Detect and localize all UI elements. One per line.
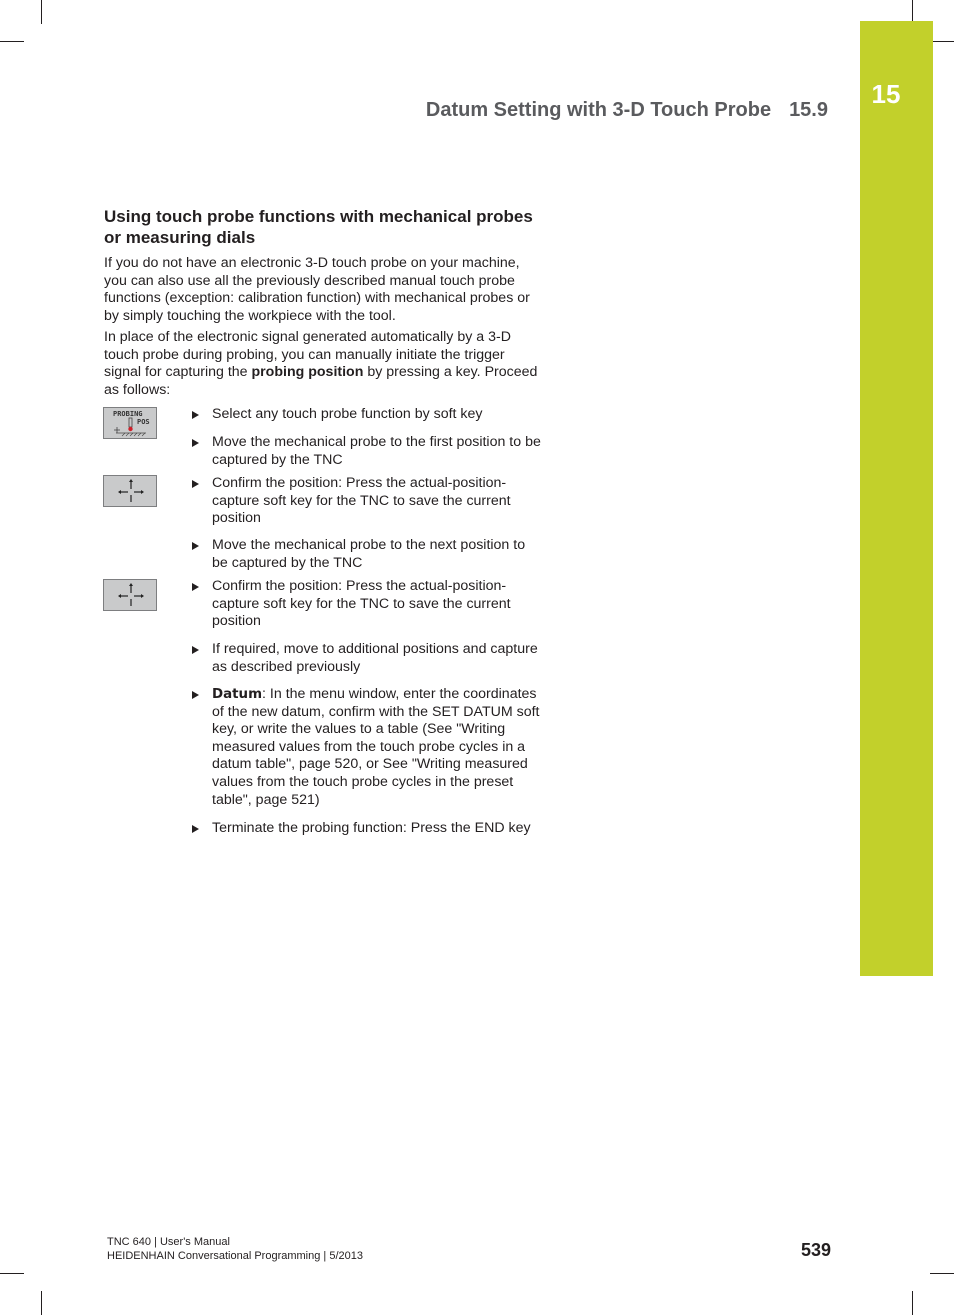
- running-head-title: Datum Setting with 3-D Touch Probe: [425, 99, 772, 121]
- crosshair-icon: [104, 476, 158, 508]
- softkey-label: POS: [137, 418, 150, 426]
- list-item: [192, 537, 544, 572]
- arrow-bullet-icon: [192, 542, 199, 550]
- chapter-number: 15: [871, 79, 901, 109]
- step-text: If required, move to additional positions and capture as described previously: [212, 641, 538, 675]
- actual-position-capture-softkey: [103, 579, 157, 611]
- step-term: Datum: [212, 687, 263, 702]
- footer-line: HEIDENHAIN Conversational Programming | 5/2013: [107, 1250, 363, 1262]
- arrow-bullet-icon: [192, 583, 199, 591]
- list-item: [192, 820, 544, 838]
- step-text: Move the mechanical probe to the next position to be captured by the TNC: [212, 537, 526, 571]
- step-text: Confirm the position: Press the actual-position-capture soft key for the TNC to save the current position: [212, 475, 511, 527]
- arrow-bullet-icon: [192, 825, 199, 833]
- page-number: 539: [800, 1240, 831, 1260]
- arrow-bullet-icon: [192, 691, 199, 699]
- crosshair-icon: [104, 580, 158, 612]
- list-item: [192, 406, 544, 424]
- step-text: Move the mechanical probe to the first position to be captured by the TNC: [212, 434, 541, 468]
- crop-mark: [930, 41, 954, 42]
- arrow-bullet-icon: [192, 480, 199, 488]
- arrow-bullet-icon: [192, 646, 199, 654]
- procedure-paragraph: [104, 329, 544, 399]
- step-text: Terminate the probing function: Press the END key: [212, 820, 531, 836]
- actual-position-capture-softkey: [103, 475, 157, 507]
- probing-pos-icon: [104, 408, 158, 440]
- crop-mark: [41, 0, 42, 24]
- list-item: [192, 434, 544, 469]
- paragraph-text: In place of the electronic signal generated automatically by a 3-D touch probe during probing, you can manually initiate the trigger signal for capturing the: [104, 329, 511, 381]
- paragraph-bold-term: probing position: [251, 364, 364, 381]
- footer-line: TNC 640 | User's Manual: [107, 1236, 230, 1248]
- softkey-label: PROBING: [113, 410, 143, 418]
- arrow-bullet-icon: [192, 411, 199, 419]
- arrow-bullet-icon: [192, 439, 199, 447]
- crop-mark: [0, 41, 24, 42]
- paragraph-text: by pressing a key. Proceed as follows:: [104, 364, 538, 398]
- running-head: [426, 99, 828, 122]
- list-item: [192, 686, 544, 809]
- intro-paragraph: If you do not have an electronic 3-D touch probe on your machine, you can also use all the previously described manual touch probe functions (exception: calibration function) with mechanical probes or by simply touching the workpiece with the tool.: [104, 255, 530, 324]
- list-item: [192, 641, 544, 676]
- chapter-tab: [860, 21, 933, 976]
- crop-mark: [41, 1291, 42, 1315]
- step-body: : In the menu window, enter the coordinates of the new datum, confirm with the SET DATUM soft key, or write the values to a table (See "Writing measured values from the touch probe cycles in a datum table", page 520, or See "Writing measured values from the touch probe cycles in the preset table", page 521): [212, 686, 540, 808]
- step-text: [212, 686, 544, 809]
- crop-mark: [930, 1273, 954, 1274]
- list-item: [192, 578, 544, 631]
- step-text: Confirm the position: Press the actual-position-capture soft key for the TNC to save the current position: [212, 578, 511, 630]
- crop-mark: [0, 1273, 24, 1274]
- crop-mark: [912, 1291, 913, 1315]
- list-item: [192, 475, 544, 528]
- section-heading: Using touch probe functions with mechanical probes or measuring dials: [104, 207, 533, 247]
- step-text: Select any touch probe function by soft key: [212, 406, 483, 422]
- running-head-section: 15.9: [789, 99, 828, 121]
- footer: [107, 1235, 363, 1263]
- probing-pos-softkey: [103, 407, 157, 439]
